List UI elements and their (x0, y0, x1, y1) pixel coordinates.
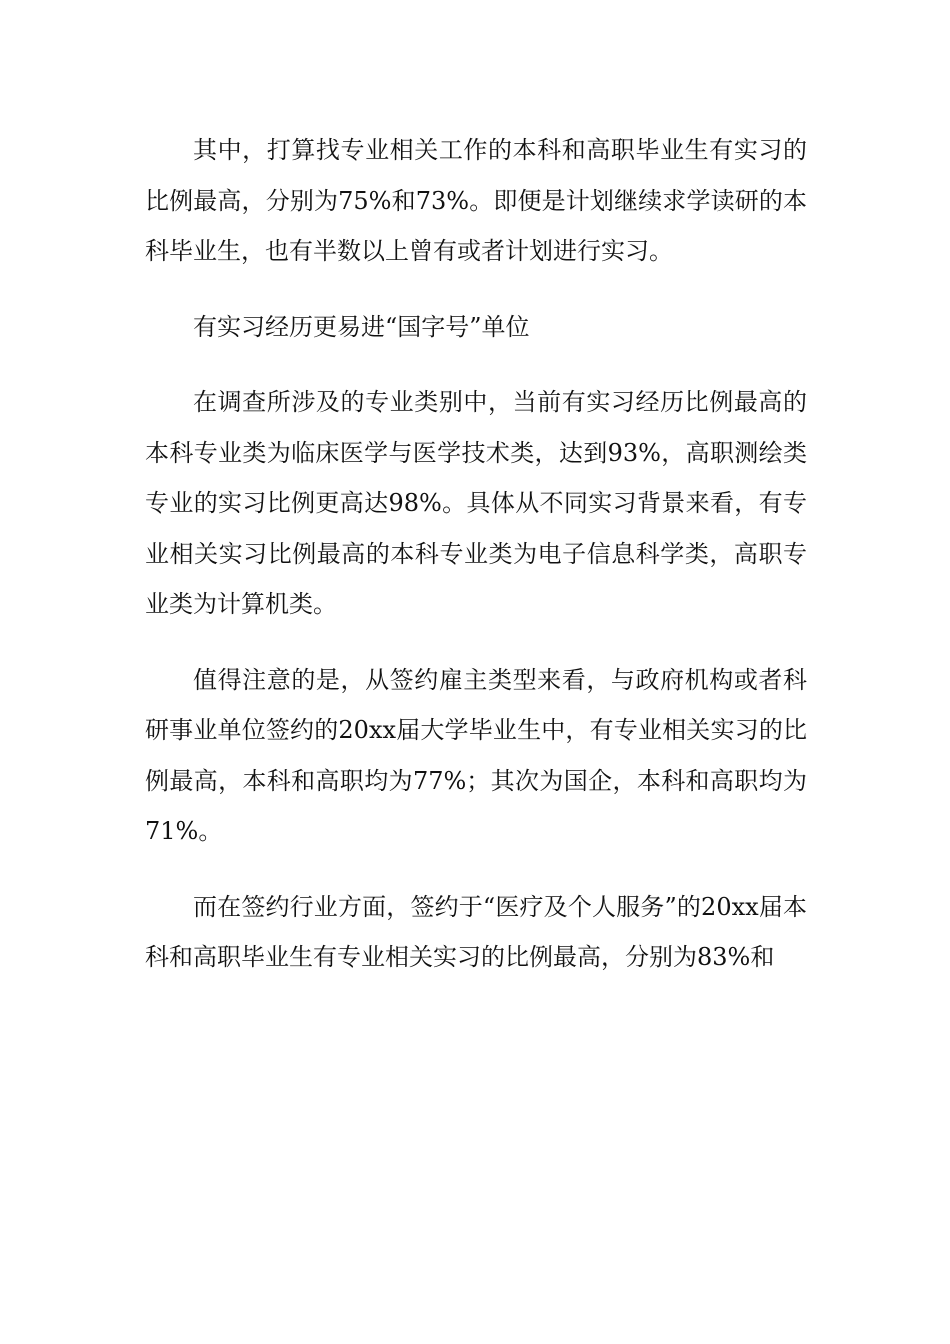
paragraph-industry: 而在签约行业方面，签约于“医疗及个人服务”的20xx届本科和高职毕业生有专业相关实习的比例最高，分别为83%和 (145, 892, 807, 971)
paragraph-internship-ratio: 其中，打算找专业相关工作的本科和高职毕业生有实习的比例最高，分别为75%和73%。即便是计划继续求学读研的本科毕业生，也有半数以上曾有或者计划进行实习。 (145, 136, 807, 265)
section-heading: 有实习经历更易进“国字号”单位 (193, 312, 530, 341)
document-body (145, 125, 807, 1008)
paragraph-major-categories: 在调查所涉及的专业类别中，当前有实习经历比例最高的本科专业类为临床医学与医学技术类，达到93%，高职测绘类专业的实习比例更高达98%。具体从不同实习背景来看，有专业相关实习比例最高的本科专业类为电子信息科学类，高职专业类为计算机类。 (145, 388, 807, 618)
paragraph-employer-type: 值得注意的是，从签约雇主类型来看，与政府机构或者科研事业单位签约的20xx届大学毕业生中，有专业相关实习的比例最高，本科和高职均为77%；其次为国企，本科和高职均为71%。 (145, 665, 807, 845)
